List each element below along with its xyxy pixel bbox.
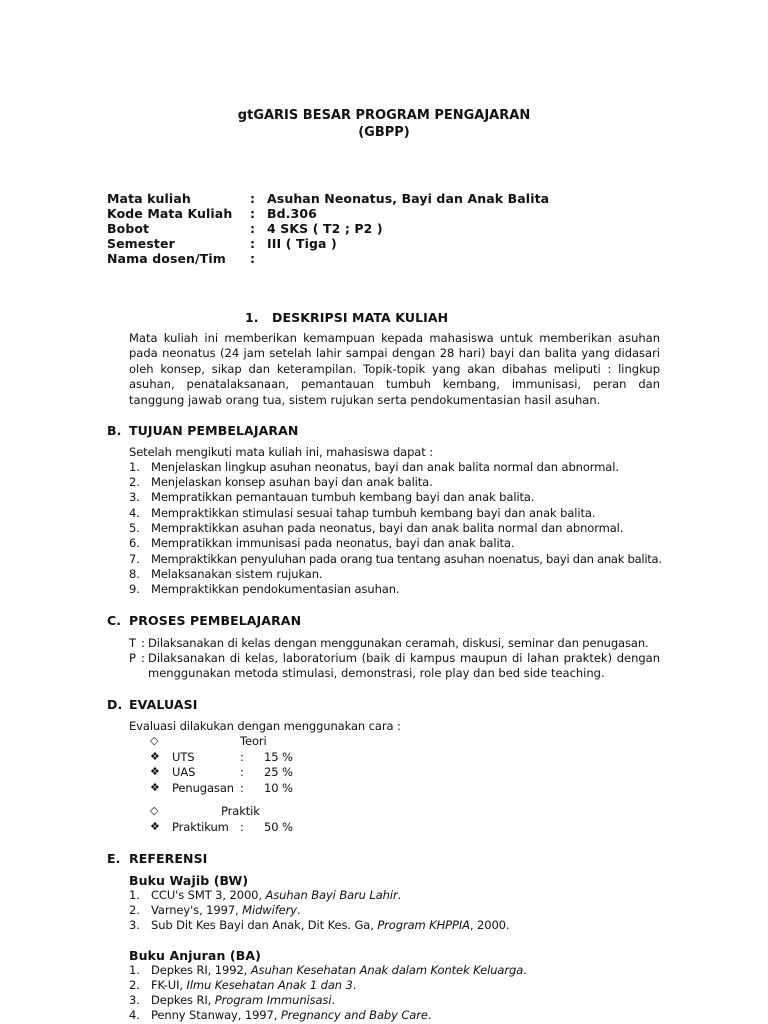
reference-subheading: Buku Anjuran (BA)	[129, 948, 261, 963]
info-label: Nama dosen/Tim	[107, 251, 226, 266]
section-letter: C.	[107, 613, 122, 628]
section-intro: Setelah mengikuti mata kuliah ini, mahasiswa dapat :	[129, 445, 433, 459]
list-number: 5.	[129, 521, 140, 535]
section-heading: PROSES PEMBELAJARAN	[129, 613, 302, 628]
process-text-p: Dilaksanakan di kelas, laboratorium (baik di kampus maupun di lahan praktek) dengan menggunakan metoda stimulasi, demonstrasi, role play dan bed side teaching.	[148, 651, 660, 681]
diamond-outline-icon: ◇	[150, 734, 159, 747]
diamond-bullet-icon: ❖	[150, 750, 160, 763]
list-number: 1.	[129, 460, 140, 474]
list-number: 2.	[129, 475, 140, 489]
list-number: 3.	[129, 490, 140, 504]
section-heading: REFERENSI	[129, 851, 208, 866]
list-number: 2.	[129, 903, 140, 917]
section-heading: TUJUAN PEMBELAJARAN	[129, 423, 299, 438]
info-label: Mata kuliah	[107, 191, 191, 206]
list-item: Menjelaskan konsep asuhan bayi dan anak balita.	[151, 475, 433, 489]
eval-label: UAS	[172, 765, 196, 779]
process-label-t: T	[129, 636, 136, 650]
info-sep: :	[250, 191, 256, 206]
list-item: Melaksanakan sistem rujukan.	[151, 567, 323, 581]
diamond-bullet-icon: ❖	[150, 765, 160, 778]
document-title: gtGARIS BESAR PROGRAM PENGAJARAN	[237, 108, 531, 123]
list-number: 3.	[129, 918, 140, 932]
info-value: 4 SKS ( T2 ; P2 )	[267, 221, 383, 236]
list-number: 4.	[129, 1008, 140, 1022]
list-item: Mempraktikkan penyuluhan pada orang tua tentang asuhan noenatus, bayi dan anak balita.	[151, 552, 662, 566]
section-intro: Evaluasi dilakukan dengan menggunakan cara :	[129, 719, 401, 733]
process-label-p: P	[129, 651, 136, 665]
list-number: 6.	[129, 536, 140, 550]
info-sep: :	[250, 221, 256, 236]
list-item: Mempraktikkan pendokumentasian asuhan.	[151, 582, 400, 596]
info-label: Bobot	[107, 221, 150, 236]
reference-item: Sub Dit Kes Bayi dan Anak, Dit Kes. Ga, Program KHPPIA, 2000.	[151, 918, 510, 932]
reference-item: Depkes RI, 1992, Asuhan Kesehatan Anak dalam Kontek Keluarga.	[151, 963, 527, 977]
list-number: 1.	[129, 888, 140, 902]
process-text-t: Dilaksanakan di kelas dengan menggunakan ceramah, diskusi, seminar dan penugasan.	[148, 636, 649, 650]
eval-value: 25 %	[264, 765, 293, 779]
eval-sep: :	[240, 765, 244, 779]
reference-item: Depkes RI, Program Immunisasi.	[151, 993, 335, 1007]
process-sep: :	[141, 636, 145, 650]
reference-item: Varney's, 1997, Midwifery.	[151, 903, 301, 917]
diamond-bullet-icon: ❖	[150, 781, 160, 794]
eval-group-label: Praktik	[221, 804, 260, 818]
info-value: Asuhan Neonatus, Bayi dan Anak Balita	[267, 191, 550, 206]
eval-sep: :	[240, 750, 244, 764]
section-letter: D.	[107, 697, 123, 712]
eval-value: 15 %	[264, 750, 293, 764]
section-heading: EVALUASI	[129, 697, 198, 712]
info-sep: :	[250, 251, 256, 266]
process-sep: :	[141, 651, 145, 665]
list-number: 3.	[129, 993, 140, 1007]
list-number: 8.	[129, 567, 140, 581]
eval-label: Praktikum	[172, 820, 229, 834]
list-item: Menjelaskan lingkup asuhan neonatus, bayi dan anak balita normal dan abnormal.	[151, 460, 619, 474]
list-number: 2.	[129, 978, 140, 992]
diamond-outline-icon: ◇	[150, 804, 159, 817]
list-number: 7.	[129, 552, 140, 566]
reference-item: CCU's SMT 3, 2000, Asuhan Bayi Baru Lahir.	[151, 888, 402, 902]
reference-item: FK-UI, Ilmu Kesehatan Anak 1 dan 3.	[151, 978, 357, 992]
section-letter: B.	[107, 423, 122, 438]
info-label: Semester	[107, 236, 175, 251]
reference-subheading: Buku Wajib (BW)	[129, 873, 249, 888]
info-sep: :	[250, 236, 256, 251]
eval-value: 10 %	[264, 781, 293, 795]
info-sep: :	[250, 206, 256, 221]
list-number: 9.	[129, 582, 140, 596]
eval-group-label: Teori	[240, 734, 267, 748]
list-item: Mempraktikkan asuhan pada neonatus, bayi dan anak balita normal dan abnormal.	[151, 521, 624, 535]
section-paragraph: Mata kuliah ini memberikan kemampuan kepada mahasiswa untuk memberikan asuhan pada neonatus (24 jam setelah lahir sampai dengan 28 hari) bayi dan balita yang didasari oleh konsep, sikap dan keterampilan. Topik-topik yang akan dibahas meliputi : lingkup asuhan, penatalaksanaan, pemantauan tumbuh kembang, immunisasi, peran dan tanggung jawab orang tua, sistem rujukan serta pendokumentasian hasil asuhan.	[129, 331, 660, 407]
eval-sep: :	[240, 781, 244, 795]
section-heading: 1. DESKRIPSI MATA KULIAH	[245, 310, 449, 325]
info-value: III ( Tiga )	[267, 236, 337, 251]
eval-sep: :	[240, 820, 244, 834]
section-letter: E.	[107, 851, 121, 866]
info-value: Bd.306	[267, 206, 317, 221]
eval-label: Penugasan	[172, 781, 234, 795]
eval-value: 50 %	[264, 820, 293, 834]
list-item: Mempratikkan pemantauan tumbuh kembang bayi dan anak balita.	[151, 490, 535, 504]
document-subtitle: (GBPP)	[358, 125, 410, 140]
info-label: Kode Mata Kuliah	[107, 206, 233, 221]
eval-label: UTS	[172, 750, 195, 764]
diamond-bullet-icon: ❖	[150, 820, 160, 833]
reference-item: Penny Stanway, 1997, Pregnancy and Baby Care.	[151, 1008, 432, 1022]
list-item: Mempratikkan immunisasi pada neonatus, bayi dan anak balita.	[151, 536, 515, 550]
list-number: 4.	[129, 506, 140, 520]
list-number: 1.	[129, 963, 140, 977]
list-item: Mempraktikkan stimulasi sesuai tahap tumbuh kembang bayi dan anak balita.	[151, 506, 596, 520]
